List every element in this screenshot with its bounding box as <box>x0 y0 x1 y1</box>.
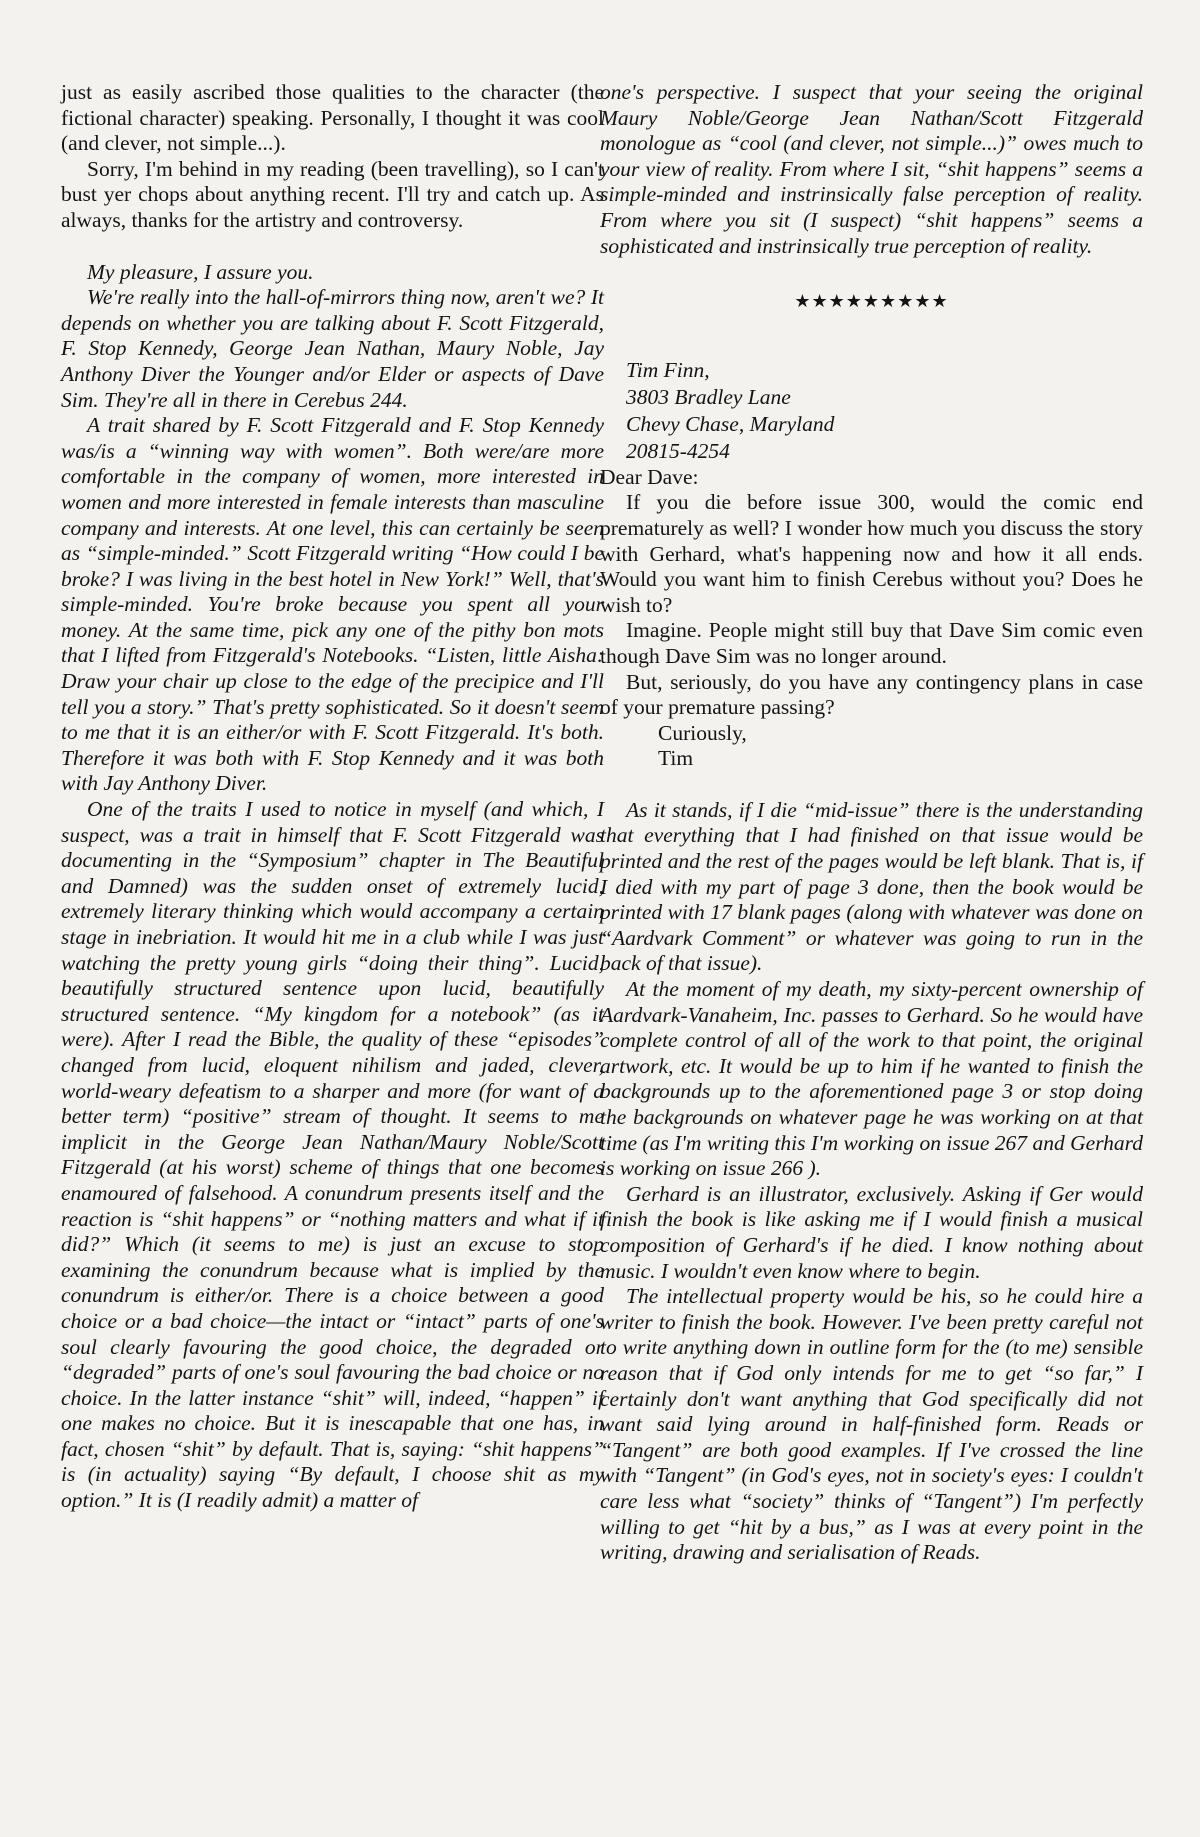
letter-paragraph: Imagine. People might still buy that Dave Sim comic even though Dave Sim was no longer around. <box>600 618 1143 668</box>
editor-reply-paragraph: As it stands, if I die “mid-issue” there is the understanding that everything that I had finished on that issue would be printed and the rest of the pages would be left blank. That is, if I died with my part of page 3 done, then the book would be printed with 17 blank pages (along with whatever was done on “Aardvark Comment” or whatever was going to run in the back of that issue). <box>600 797 1143 976</box>
editor-reply-paragraph: We're really into the hall-of-mirrors thing now, aren't we? It depends on whether you are talking about F. Scott Fitzgerald, F. Stop Kennedy, George Jean Nathan, Maury Noble, Jay Anthony Diver the Younger and/or Elder or aspects of Dave Sim. They're all in there in Cerebus 244. <box>61 285 604 412</box>
letter-paragraph: just as easily ascribed those qualities to the character (the fictional character) speaking. Personally, I thought it was cool (and clever, not simple...). <box>61 80 604 156</box>
editor-reply-paragraph: A trait shared by F. Scott Fitzgerald and F. Stop Kennedy was/is a “winning way with women”. Both were/are more comfortable in the company of women, more interested in women and more interested in female interests than masculine company and interests. At one level, this can certainly be seen as “simple-minded.” Scott Fitzgerald writing “How could I be broke? I was living in the best hotel in New York!” Well, that's simple-minded. You're broke because you spent all your money. At the same time, pick any one of the pithy bon mots that I lifted from Fitzgerald's Notebooks. “Listen, little Aisha: Draw your chair up close to the edge of the precipice and I'll tell you a story.” That's pretty sophisticated. So it doesn't seem to me that it is an either/or with F. Scott Fitzgerald. It's both. Therefore it was both with F. Stop Kennedy and it was both with Jay Anthony Diver. <box>61 413 604 796</box>
left-column <box>61 80 604 1514</box>
right-column <box>600 80 1143 1566</box>
spacer <box>600 772 1143 798</box>
editor-reply-paragraph: The intellectual property would be his, so he could hire a writer to finish the book. However. I've been pretty careful not to write anything down in outline form for the (to me) sensible reason that if God only intends for me to get “so far,” I certainly don't want anything that God specifically did not want said lying around in half-finished form. Reads or “Tangent” are both good examples. If I've crossed the line with “Tangent” (in God's eyes, not in society's eyes: I couldn't care less what “society” thinks of “Tangent”) I'm perfectly willing to get “hit by a bus,” as I was at every point in the writing, drawing and serialisation of Reads. <box>600 1284 1143 1565</box>
letter-paragraph: But, seriously, do you have any contingency plans in case of your premature passing? <box>600 669 1143 720</box>
sender-address <box>600 357 1143 465</box>
sender-zip: 20815-4254 <box>626 438 730 463</box>
editor-reply-paragraph: One of the traits I used to notice in myself (and which, I suspect, was a trait in himself that F. Scott Fitzgerald was documenting in the “Symposium” chapter in The Beautiful and Damned) was the sudden onset of extremely lucid, extremely literary thinking which would accompany a certain stage in inebriation. It would hit me in a club while I was just watching the pretty young girls “doing their thing”. Lucid, beautifully structured sentence upon lucid, beautifully structured sentence. “My kingdom for a notebook” (as it were). After I read the Bible, the quality of these “episodes” changed from lucid, eloquent nihilism and jaded, clever, world-weary defeatism to a sharper and more (for want of a better term) “positive” stream of thought. It seems to me implicit in the George Jean Nathan/Maury Noble/Scott Fitzgerald (at his worst) scheme of things that one becomes enamoured of falsehood. A conundrum presents itself and the reaction is “shit happens” or “nothing matters and what if it did?” Which (it seems to me) is just an excuse to stop examining the conundrum because what is implied by the conundrum is either/or. There is a choice between a good choice or a bad choice—the intact or “intact” parts of one's soul clearly favouring the good choice, the degraded or “degraded” parts of one's soul favouring the bad choice or no choice. In the latter instance “shit” will, indeed, “happen” if one makes no choice. But it is inescapable that one has, in fact, chosen “shit” by default. That is, saying: “shit happens” is (in actuality) saying “By default, I choose shit as my option.” It is (I readily admit) a matter of <box>61 797 604 1513</box>
editor-reply-paragraph: Gerhard is an illustrator, exclusively. Asking if Ger would finish the book is like asking me if I would finish a musical composition of Gerhard's if he died. I know nothing about music. I wouldn't even know where to begin. <box>600 1181 1143 1283</box>
sender-city: Chevy Chase, Maryland <box>626 411 835 436</box>
sender-name: Tim Finn, <box>626 357 710 382</box>
editor-reply-paragraph: one's perspective. I suspect that your seeing the original Maury Noble/George Jean Nathan/Scott Fitzgerald monologue as “cool (and clever, not simple...)” owes much to your view of reality. From where I sit, “shit happens” seems a simple-minded and instrinsically false perception of reality. From where you sit (I suspect) “shit happens” seems a sophisticated and instrinsically true perception of reality. <box>600 80 1143 258</box>
letter-paragraph: If you die before issue 300, would the comic end prematurely as well? I wonder how much you discuss the story with Gerhard, what's happening now and how it all ends. Would you want him to finish Cerebus without you? Does he wish to? <box>600 490 1143 617</box>
letter-closing: Curiously, <box>658 720 747 745</box>
letter-salutation: Dear Dave: <box>600 464 699 489</box>
letter-signature: Tim <box>658 746 694 771</box>
editor-reply-paragraph: At the moment of my death, my sixty-percent ownership of Aardvark-Vanaheim, Inc. passes to Gerhard. So he would have complete control of all of the work to that point, the original artwork, etc. It would be up to him if he wanted to finish the backgrounds up to the aforementioned page 3 or stop doing the backgrounds on whatever page he was working on at that time (as I'm writing this I'm working on issue 267 and Gerhard is working on issue 266 ). <box>600 977 1143 1181</box>
editor-reply-paragraph: My pleasure, I assure you. <box>87 259 314 284</box>
letter-paragraph: Sorry, I'm behind in my reading (been travelling), so I can't bust yer chops about anything recent. I'll try and catch up. As always, thanks for the artistry and controversy. <box>61 156 604 232</box>
sender-street: 3803 Bradley Lane <box>626 384 791 409</box>
section-separator: ★★★★★★★★★ <box>794 291 949 312</box>
